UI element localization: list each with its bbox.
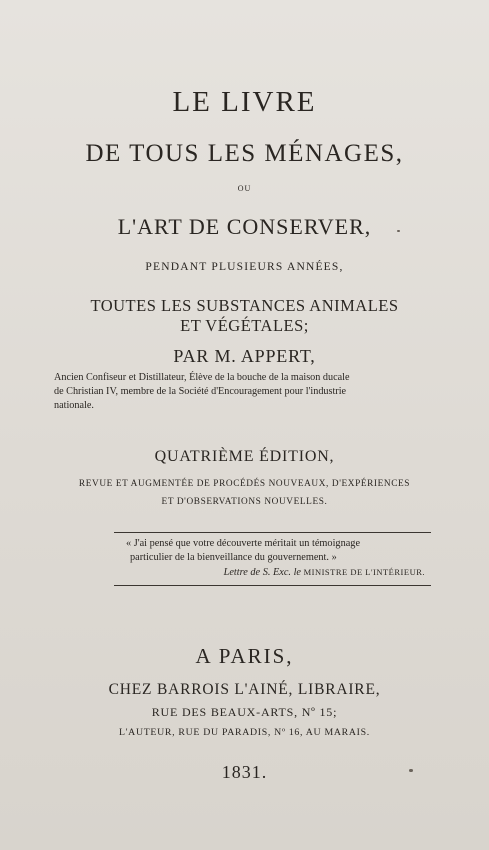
- author-description: [54, 371, 442, 413]
- subtitle-line-2: TOUTES LES SUBSTANCES ANIMALES: [90, 296, 399, 315]
- author-desc-line-1: Ancien Confiseur et Distillateur, Élève de la bouche de la maison ducale: [54, 372, 350, 383]
- title-line-2: DE TOUS LES MÉNAGES,: [85, 140, 404, 167]
- subtitle-line-1: PENDANT PLUSIEURS ANNÉES,: [145, 261, 344, 273]
- epigraph: [126, 537, 431, 580]
- revision-line-2: ET D'OBSERVATIONS NOUVELLES.: [161, 497, 328, 507]
- epigraph-bottom-rule: [114, 585, 431, 586]
- epigraph-line-1: « J'ai pensé que votre découverte méritait un témoignage: [126, 538, 361, 549]
- subtitle-line-3: ET VÉGÉTALES;: [180, 316, 309, 335]
- author-name: PAR M. APPERT,: [173, 346, 316, 366]
- imprint-publisher: CHEZ BARROIS L'AINÉ, LIBRAIRE,: [108, 681, 381, 698]
- imprint-city: A PARIS,: [195, 644, 294, 668]
- epigraph-attribution-minister: MINISTRE DE L'INTÉRIEUR.: [303, 567, 425, 577]
- revision-line-1: REVUE ET AUGMENTÉE DE PROCÉDÉS NOUVEAUX, D'EXPÉRIENCES: [78, 479, 411, 489]
- author-desc-line-3: nationale.: [54, 400, 94, 411]
- epigraph-line-2: particulier de la bienveillance du gouvernement. »: [130, 552, 337, 563]
- imprint-year: 1831.: [221, 762, 268, 782]
- epigraph-attribution-text: Lettre de S. Exc. le: [223, 567, 301, 578]
- epigraph-attribution: [126, 565, 431, 580]
- ink-speck: [397, 230, 400, 232]
- edition: QUATRIÈME ÉDITION,: [154, 448, 335, 465]
- title-conjunction: OU: [237, 184, 252, 193]
- author-desc-line-2: de Christian IV, membre de la Société d'Encouragement pour l'industrie: [54, 386, 347, 397]
- ink-speck: [409, 769, 413, 772]
- imprint-address-1: RUE DES BEAUX-ARTS, Nº 15;: [151, 705, 338, 719]
- imprint-address-2: L'AUTEUR, RUE DU PARADIS, Nº 16, AU MARAIS.: [119, 727, 370, 738]
- title-line-1: LE LIVRE: [172, 86, 317, 118]
- epigraph-top-rule: [114, 532, 431, 533]
- title-line-3: L'ART DE CONSERVER,: [117, 214, 372, 239]
